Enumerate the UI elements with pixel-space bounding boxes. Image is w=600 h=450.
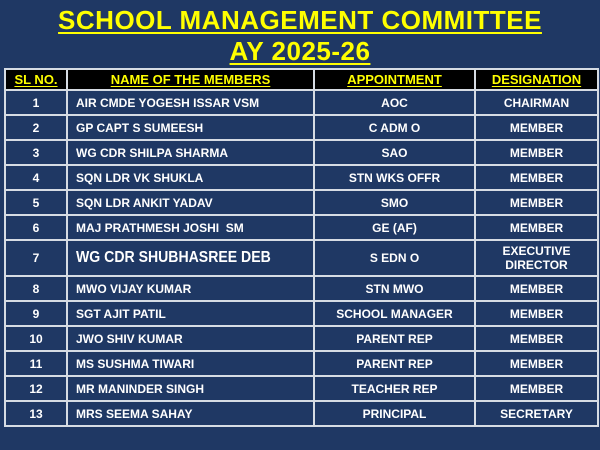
member-name-cell: MRS SEEMA SAHAY — [67, 401, 314, 426]
sl-no-cell: 5 — [5, 190, 67, 215]
sl-no-cell: 10 — [5, 326, 67, 351]
member-name-cell: SQN LDR VK SHUKLA — [67, 165, 314, 190]
appointment-cell: PRINCIPAL — [314, 401, 475, 426]
appointment-cell: C ADM O — [314, 115, 475, 140]
page-title — [0, 0, 600, 67]
appointment-cell: GE (AF) — [314, 215, 475, 240]
table-row — [5, 140, 598, 165]
appointment-cell: SCHOOL MANAGER — [314, 301, 475, 326]
member-name-cell: MAJ PRATHMESH JOSHI SM — [67, 215, 314, 240]
table-header-row — [5, 69, 598, 90]
designation-cell: MEMBER — [475, 301, 598, 326]
sl-no-cell: 7 — [5, 240, 67, 276]
member-name-large-text: WG CDR SHUBHASREE DEB — [76, 249, 271, 266]
table-row — [5, 240, 598, 276]
designation-cell: MEMBER — [475, 190, 598, 215]
sl-no-cell: 13 — [5, 401, 67, 426]
title-line-2: AY 2025-26 — [229, 36, 371, 66]
member-name-cell — [67, 240, 314, 276]
member-name-cell: MWO VIJAY KUMAR — [67, 276, 314, 301]
designation-cell: MEMBER — [475, 326, 598, 351]
member-name-cell: MR MANINDER SINGH — [67, 376, 314, 401]
sl-no-cell: 9 — [5, 301, 67, 326]
member-name-cell: AIR CMDE YOGESH ISSAR VSM — [67, 90, 314, 115]
appointment-cell: STN MWO — [314, 276, 475, 301]
table-row — [5, 90, 598, 115]
designation-cell: MEMBER — [475, 140, 598, 165]
title-line-1: SCHOOL MANAGEMENT COMMITTEE — [58, 5, 542, 35]
table-row — [5, 215, 598, 240]
appointment-cell: PARENT REP — [314, 326, 475, 351]
appointment-cell: AOC — [314, 90, 475, 115]
table-row — [5, 115, 598, 140]
member-name-cell: JWO SHIV KUMAR — [67, 326, 314, 351]
designation-cell: EXECUTIVE DIRECTOR — [475, 240, 598, 276]
table-row — [5, 326, 598, 351]
designation-cell: CHAIRMAN — [475, 90, 598, 115]
column-header-sl-no: SL NO. — [5, 69, 67, 90]
table-row — [5, 301, 598, 326]
sl-no-cell: 12 — [5, 376, 67, 401]
table-row — [5, 276, 598, 301]
committee-table — [4, 68, 599, 427]
sl-no-cell: 8 — [5, 276, 67, 301]
appointment-cell: SAO — [314, 140, 475, 165]
member-name-cell: SGT AJIT PATIL — [67, 301, 314, 326]
designation-cell: SECRETARY — [475, 401, 598, 426]
table-row — [5, 376, 598, 401]
sl-no-cell: 6 — [5, 215, 67, 240]
sl-no-cell: 1 — [5, 90, 67, 115]
member-name-cell: SQN LDR ANKIT YADAV — [67, 190, 314, 215]
column-header-name: NAME OF THE MEMBERS — [67, 69, 314, 90]
sl-no-cell: 2 — [5, 115, 67, 140]
member-name-cell: MS SUSHMA TIWARI — [67, 351, 314, 376]
designation-cell: MEMBER — [475, 376, 598, 401]
appointment-cell: STN WKS OFFR — [314, 165, 475, 190]
appointment-cell: TEACHER REP — [314, 376, 475, 401]
designation-cell: MEMBER — [475, 115, 598, 140]
designation-cell: MEMBER — [475, 215, 598, 240]
column-header-appointment: APPOINTMENT — [314, 69, 475, 90]
table-row — [5, 165, 598, 190]
sl-no-cell: 3 — [5, 140, 67, 165]
designation-cell: MEMBER — [475, 276, 598, 301]
table-row — [5, 401, 598, 426]
appointment-cell: S EDN O — [314, 240, 475, 276]
member-name-cell: WG CDR SHILPA SHARMA — [67, 140, 314, 165]
appointment-cell: SMO — [314, 190, 475, 215]
column-header-designation: DESIGNATION — [475, 69, 598, 90]
table-row — [5, 190, 598, 215]
sl-no-cell: 4 — [5, 165, 67, 190]
table-row — [5, 351, 598, 376]
designation-cell: MEMBER — [475, 351, 598, 376]
designation-cell: MEMBER — [475, 165, 598, 190]
sl-no-cell: 11 — [5, 351, 67, 376]
member-name-cell: GP CAPT S SUMEESH — [67, 115, 314, 140]
appointment-cell: PARENT REP — [314, 351, 475, 376]
